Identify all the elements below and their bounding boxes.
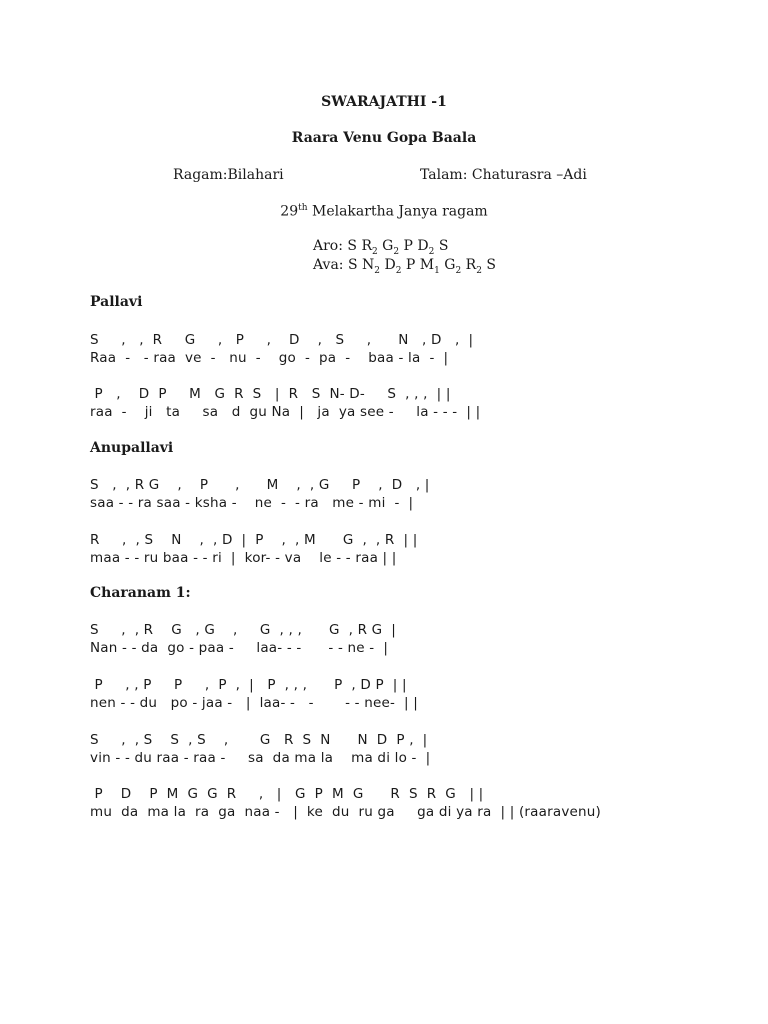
pallavi-swara-line-2: P , D P M G R S | R S N- D- S , , , | | xyxy=(90,386,451,402)
charanam-swara-line-3: S , , S S , S , G R S N N D P , | xyxy=(90,732,428,748)
ava-g-sub: 2 xyxy=(455,265,462,276)
melakartha-number: 29 xyxy=(280,203,299,220)
melakartha-text: Melakartha Janya ragam xyxy=(307,203,488,220)
ava-r: R xyxy=(461,257,477,273)
charanam-swara-line-4: P D P M G G R , | G P M G R S R G | | xyxy=(90,786,484,802)
charanam-sahitya-line-4: mu da ma la ra ga naa - | ke du ru ga ga di ya ra | | (raaravenu) xyxy=(90,804,602,820)
anupallavi-swara-line-1: S , , R G , P , M , , G P , D , | xyxy=(90,477,430,493)
song-title: Raara Venu Gopa Baala xyxy=(291,130,477,146)
section-heading-charanam-1: Charanam 1: xyxy=(90,585,191,601)
document-title: SWARAJATHI -1 xyxy=(321,94,447,110)
arohanam-line xyxy=(313,238,448,257)
charanam-sahitya-line-1: Nan - - da go - paa - laa- - - - - ne - | xyxy=(90,640,389,656)
section-heading-pallavi: Pallavi xyxy=(90,294,143,310)
pallavi-swara-line-1: S , , R G , P , D , S , N , D , | xyxy=(90,332,474,348)
ava-end: S xyxy=(481,257,496,273)
anupallavi-sahitya-line-1: saa - - ra saa - ksha - ne - - ra me - mi - | xyxy=(90,495,414,511)
aro-d-sub: 2 xyxy=(428,246,435,257)
ava-n-sub: 2 xyxy=(374,265,380,276)
pallavi-sahitya-line-2: raa - ji ta sa d gu Na | ja ya see - la - - - | | xyxy=(90,404,481,420)
anupallavi-swara-line-2: R , , S N , , D | P , , M G , , R | | xyxy=(90,532,418,548)
aro-end: S xyxy=(434,238,449,254)
ragam-label: Ragam:Bilahari xyxy=(173,167,284,183)
ava-g: G xyxy=(439,257,456,273)
aro-g: G xyxy=(377,238,394,254)
charanam-sahitya-line-2: nen - - du po - jaa - | laa- - - - - nee- | | xyxy=(90,695,419,711)
ava-d: D xyxy=(380,257,396,273)
talam-label: Talam: Chaturasra –Adi xyxy=(420,167,587,183)
ava-pm: P M xyxy=(401,257,435,273)
charanam-swara-line-2: P , , P P , P , | P , , , P , D P | | xyxy=(90,677,407,693)
ava-r-sub: 2 xyxy=(476,265,482,276)
charanam-swara-line-1: S , , R G , G , G , , , G , R G | xyxy=(90,622,397,638)
aro-pd: P D xyxy=(399,238,429,254)
aro-g-sub: 2 xyxy=(393,246,400,257)
charanam-sahitya-line-3: vin - - du raa - raa - sa da ma la ma di lo - | xyxy=(90,750,431,766)
ava-d-sub: 2 xyxy=(395,265,402,276)
ava-prefix: Ava: S N xyxy=(313,257,375,273)
ava-m-sub: 1 xyxy=(434,265,440,276)
melakartha-line xyxy=(0,203,768,220)
avarohanam-line xyxy=(313,257,496,276)
aro-r-sub: 2 xyxy=(371,246,378,257)
aro-prefix: Aro: S R xyxy=(313,238,372,254)
anupallavi-sahitya-line-2: maa - - ru baa - - ri | kor- - va le - - raa | | xyxy=(90,550,397,566)
melakartha-ordinal: th xyxy=(298,203,308,213)
pallavi-sahitya-line-1: Raa - - raa ve - nu - go - pa - baa - la - | xyxy=(90,350,449,366)
section-heading-anupallavi: Anupallavi xyxy=(90,440,174,456)
